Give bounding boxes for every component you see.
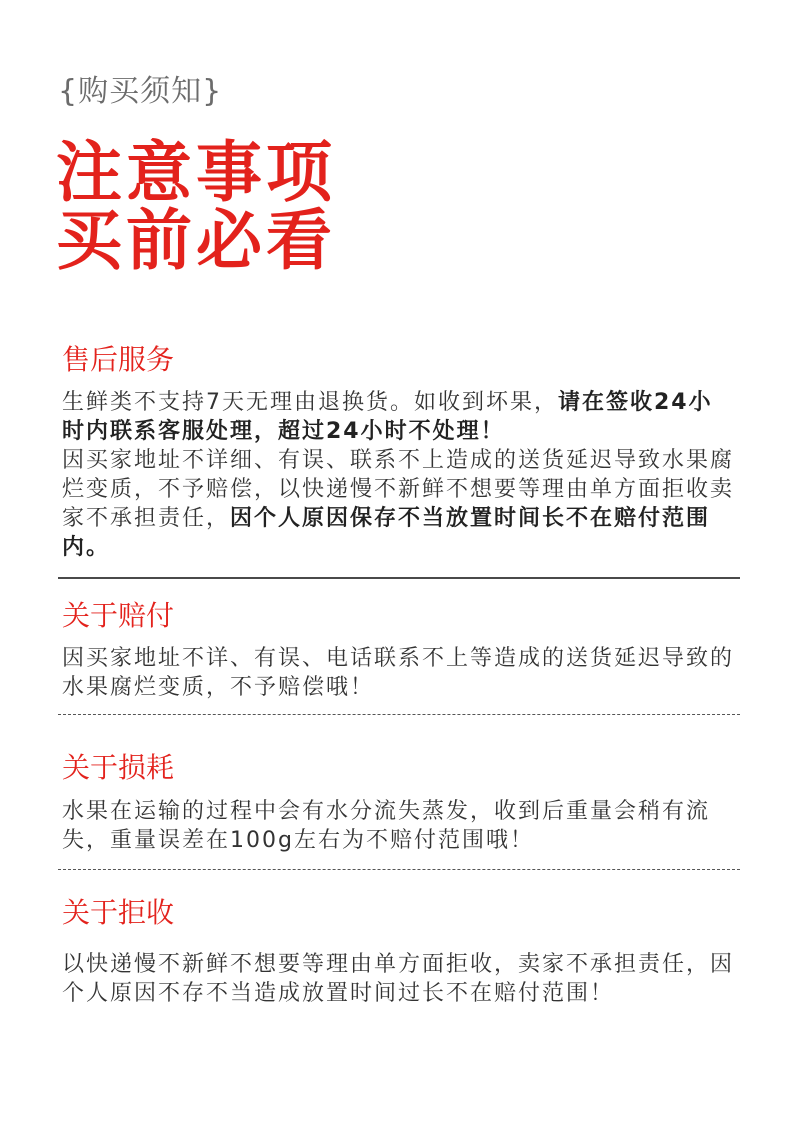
compensation-text: 因买家地址不详、有误、电话联系不上等造成的送货延迟导致的水果腐烂变质，不予赔偿哦！ (62, 646, 735, 700)
section-divider-solid (58, 577, 740, 579)
section-divider-dashed-1 (58, 714, 740, 715)
notice-tag: {购买须知} (58, 74, 223, 109)
section-body-loss (62, 797, 734, 855)
after-sales-text-2: 请在签收24小时内联系客服处理，超过24小时不处理！ (62, 390, 713, 444)
rejection-text: 以快递慢不新鲜不想要等理由单方面拒收，卖家不承担责任，因个人原因不存不当造成放置时间过长不在赔付范围！ (62, 952, 735, 1006)
after-sales-text-4: 因个人原因保存不当放置时间长不在赔付范围内。 (62, 506, 711, 560)
after-sales-text-1: 生鲜类不支持7天无理由退换货。如收到坏果， (62, 390, 558, 415)
headline-line-1: 注意事项 (56, 134, 336, 211)
headline-line-2: 买前必看 (56, 202, 336, 279)
section-body-rejection (62, 950, 734, 1008)
section-divider-dashed-2 (58, 869, 740, 870)
section-title-compensation: 关于赔付 (62, 599, 175, 632)
section-title-rejection: 关于拒收 (62, 896, 175, 929)
after-sales-text-3: 因买家地址不详细、有误、联系不上造成的送货延迟导致水果腐烂变质，不予赔偿，以快递慢不新鲜不想要等理由单方面拒收卖家不承担责任， (62, 448, 735, 531)
section-title-after-sales: 售后服务 (62, 343, 175, 376)
section-body-compensation (62, 644, 734, 702)
section-title-loss: 关于损耗 (62, 751, 175, 784)
loss-text: 水果在运输的过程中会有水分流失蒸发，收到后重量会稍有流失，重量误差在100g左右为不赔付范围哦！ (62, 799, 711, 853)
section-body-after-sales (62, 388, 734, 562)
